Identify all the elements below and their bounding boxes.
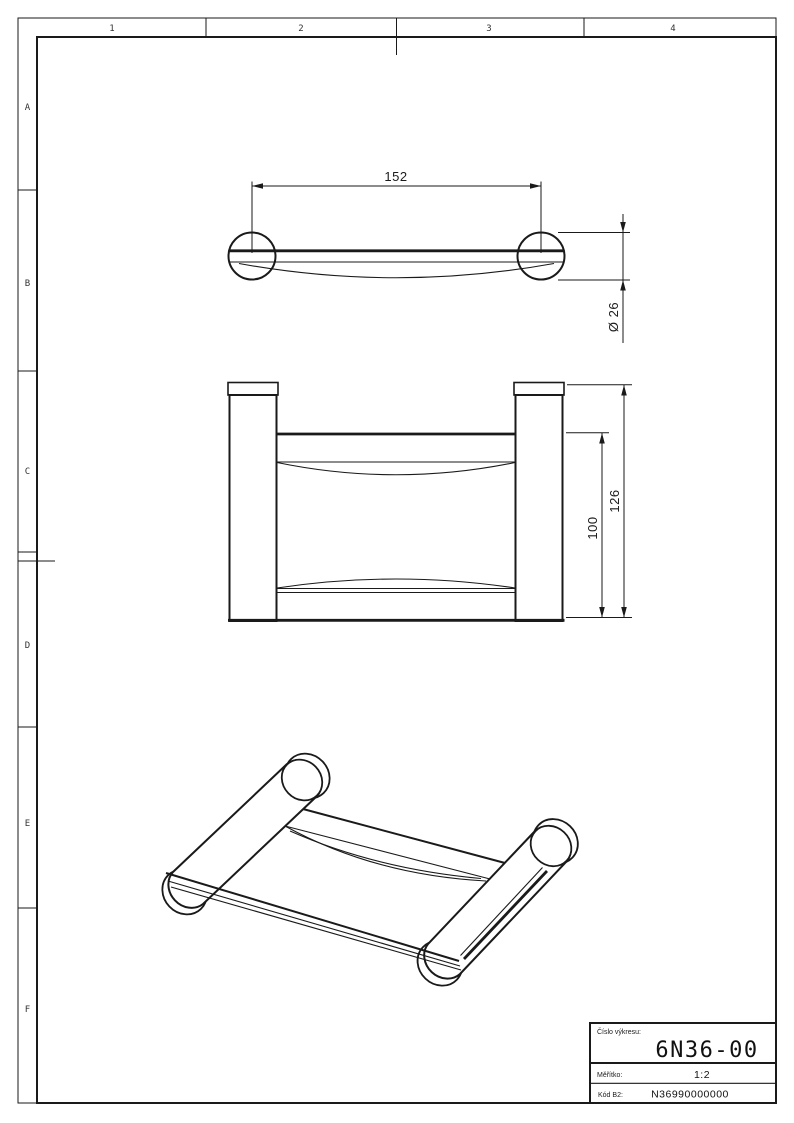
dim-152-arrow-right — [530, 183, 541, 189]
zone-row-label: D — [24, 641, 31, 651]
post-cap-right — [514, 383, 564, 396]
zone-column-label: 1 — [109, 24, 115, 34]
top-view — [229, 169, 631, 343]
iso-dish-curve-inner — [290, 831, 481, 879]
dim-26-arrow-bottom — [620, 280, 626, 291]
dim-126-arrow-bottom — [621, 607, 627, 618]
dim-152-arrow-left — [252, 183, 263, 189]
iso-rail-back-edge — [303, 809, 505, 863]
dish-lower-curve — [277, 579, 515, 588]
zone-row-label: F — [24, 1005, 31, 1015]
dim-100-text: 100 — [585, 516, 600, 540]
iso-plate-thickness-line — [168, 881, 460, 966]
zone-row-label: A — [24, 103, 31, 113]
dim-100-arrow-top — [599, 433, 605, 444]
front-view — [228, 383, 632, 622]
zone-row-label: E — [24, 819, 31, 829]
iso-plate-front-edge — [166, 873, 459, 961]
inner-frame — [37, 37, 776, 1103]
zone-column-label: 2 — [298, 24, 304, 34]
code-value: N36990000000 — [651, 1088, 729, 1101]
post-body-left — [230, 395, 277, 621]
post-body-right — [516, 395, 563, 621]
scale-value: 1:2 — [693, 1069, 711, 1081]
zone-column-label: 4 — [670, 24, 676, 34]
dim-26-text: Ø 26 — [606, 301, 621, 333]
code-label: Kód B2: — [598, 1092, 623, 1099]
dish-upper-curve — [277, 463, 515, 475]
dim-126-arrow-top — [621, 385, 627, 396]
zone-row-label: C — [24, 467, 31, 477]
dim-100-arrow-bottom — [599, 607, 605, 618]
dim-126-text: 126 — [607, 489, 622, 513]
title-block — [590, 1023, 776, 1103]
iso-plate-bottom-edge — [171, 887, 461, 970]
zone-column-label: 3 — [486, 24, 492, 34]
drawing-number-label: Číslo výkresu: — [597, 1029, 641, 1036]
post-cap-left — [228, 383, 278, 396]
isometric-view — [153, 744, 587, 994]
drawing-number-value: 6N36-00 — [655, 1038, 759, 1063]
dim-26-arrow-top — [620, 222, 626, 233]
zone-row-label: B — [24, 279, 31, 289]
scale-label: Měřítko: — [597, 1072, 623, 1079]
iso-rail-front-edge — [285, 826, 490, 879]
dim-152-text: 152 — [384, 169, 408, 184]
shelf-sag-curve — [239, 264, 554, 278]
